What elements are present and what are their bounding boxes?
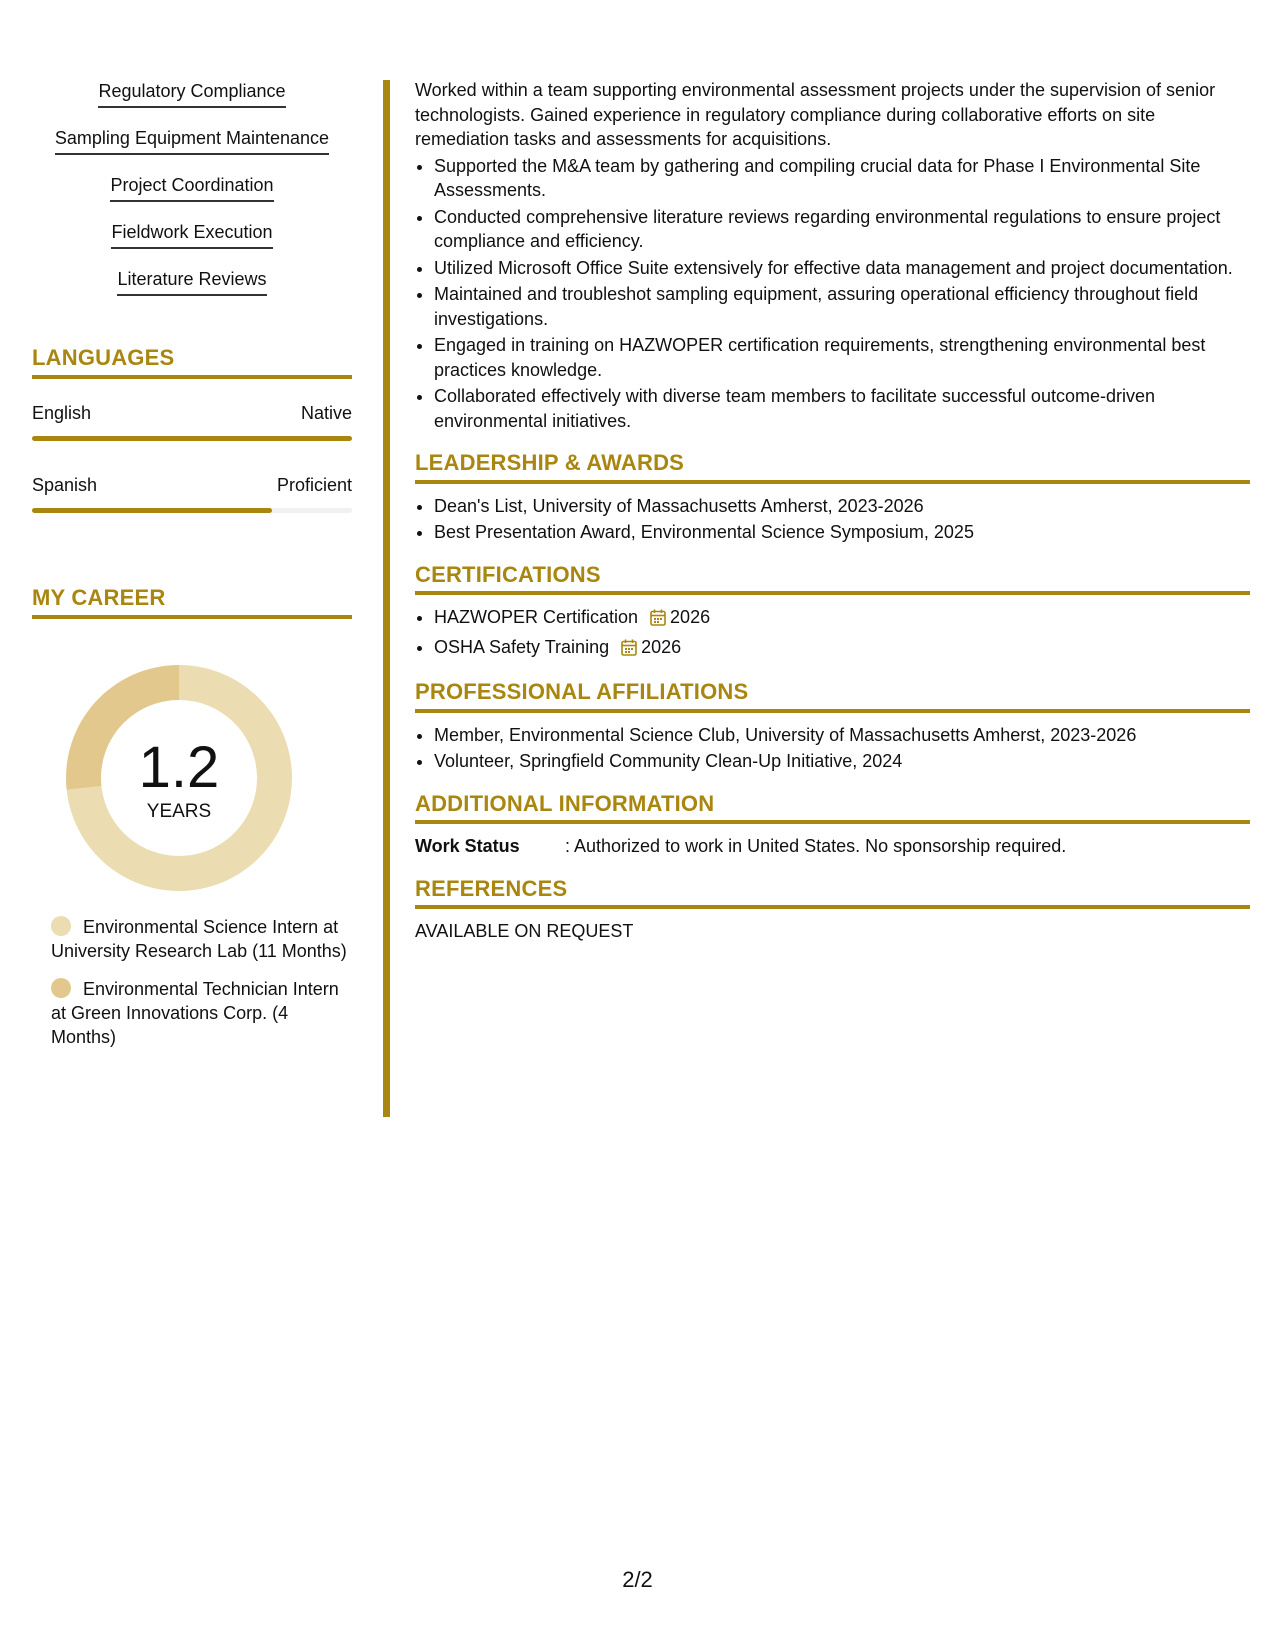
- skills-list: [32, 80, 352, 315]
- certification-name: HAZWOPER Certification: [434, 607, 639, 627]
- language-level: Native: [300, 403, 352, 423]
- experience-bullet: • Utilized Microsoft Office Suite extensively for effective data management and project documentation.: [434, 256, 1250, 281]
- skill-item: Fieldwork Execution: [111, 221, 272, 249]
- languages-section: [32, 345, 352, 513]
- certification-year: 2026: [641, 636, 682, 657]
- skill-item: Regulatory Compliance: [98, 80, 285, 108]
- career-title: MY CAREER: [32, 585, 352, 619]
- experience-bullets: [415, 154, 1250, 434]
- certification-item: [434, 635, 1250, 663]
- certifications-list: [415, 605, 1250, 662]
- leadership-title: LEADERSHIP & AWARDS: [415, 451, 1250, 484]
- work-status-value: : Authorized to work in United States. No sponsorship required.: [565, 836, 1067, 856]
- career-dot: [51, 978, 71, 998]
- references-section: [415, 877, 1250, 944]
- career-donut: [64, 663, 294, 893]
- leadership-list: [415, 494, 1250, 545]
- experience-bullet: • Maintained and troubleshot sampling equipment, assuring operational efficiency throughout field investigations.: [434, 282, 1250, 331]
- career-donut-center: [64, 663, 294, 893]
- language-bar-fill: [32, 508, 272, 513]
- career-legend: [32, 915, 352, 1049]
- language-name: Spanish: [32, 475, 98, 495]
- skill-item: Sampling Equipment Maintenance: [55, 127, 329, 155]
- experience-bullet: • Supported the M&A team by gathering and compiling crucial data for Phase I Environmental Site Assessments.: [434, 154, 1250, 203]
- certification-item: [434, 605, 1250, 633]
- references-title: REFERENCES: [415, 877, 1250, 910]
- affiliation-item: • Member, Environmental Science Club, University of Massachusetts Amherst, 2023-2026: [434, 723, 1250, 748]
- certification-year: 2026: [670, 607, 711, 627]
- language-name: English: [32, 403, 92, 423]
- career-total: 1.2: [138, 735, 220, 800]
- experience-bullet: • Conducted comprehensive literature reviews regarding environmental regulations to ensure project compliance and efficiency.: [434, 205, 1250, 254]
- skill-item: Literature Reviews: [117, 268, 266, 296]
- languages-title: LANGUAGES: [32, 345, 352, 379]
- career-dot: [51, 916, 71, 936]
- experience-bullet: • Collaborated effectively with diverse team members to facilitate successful outcome-driven environmental initiatives.: [434, 384, 1250, 433]
- certifications-section: [415, 563, 1250, 663]
- skill-item: Project Coordination: [110, 174, 273, 202]
- career-section: [32, 585, 352, 1049]
- career-legend-item: [32, 915, 352, 963]
- language-bar-fill: [32, 436, 352, 441]
- calendar-icon: [621, 638, 637, 663]
- affiliations-list: [415, 723, 1250, 774]
- language-bar: [32, 436, 352, 441]
- language-level: Proficient: [276, 475, 352, 495]
- career-legend-text: Environmental Technician Intern at Green Innovations Corp. (4 Months): [51, 979, 339, 1047]
- affiliations-section: [415, 680, 1250, 774]
- language-bar: [32, 508, 352, 513]
- language-row: [32, 475, 352, 496]
- column-divider: [383, 80, 390, 1117]
- certifications-title: CERTIFICATIONS: [415, 563, 1250, 596]
- sidebar: [32, 80, 352, 1049]
- certification-name: OSHA Safety Training: [434, 636, 610, 657]
- language-row: [32, 403, 352, 424]
- work-status-label: Work Status: [415, 836, 520, 856]
- calendar-icon: [650, 608, 666, 633]
- page-number: 2/2: [622, 1567, 653, 1592]
- additional-section: [415, 792, 1250, 859]
- additional-title: ADDITIONAL INFORMATION: [415, 792, 1250, 825]
- leadership-item: • Best Presentation Award, Environmental Science Symposium, 2025: [434, 520, 1250, 545]
- career-unit: YEARS: [146, 801, 212, 822]
- leadership-item: • Dean's List, University of Massachusetts Amherst, 2023-2026: [434, 494, 1250, 519]
- affiliations-title: PROFESSIONAL AFFILIATIONS: [415, 680, 1250, 713]
- leadership-section: [415, 451, 1250, 545]
- references-text: AVAILABLE ON REQUEST: [415, 921, 634, 941]
- affiliation-item: • Volunteer, Springfield Community Clean-Up Initiative, 2024: [434, 749, 1250, 774]
- main-content: [415, 78, 1250, 944]
- experience-bullet: • Engaged in training on HAZWOPER certification requirements, strengthening environmental best practices knowledge.: [434, 333, 1250, 382]
- work-status-row: [415, 834, 1250, 859]
- career-legend-item: [32, 977, 352, 1049]
- experience-summary: Worked within a team supporting environmental assessment projects under the supervision of senior technologists. Gained experience in regulatory compliance during collaborative efforts on site remediation tasks and assessments for acquisitions.: [415, 80, 1216, 149]
- career-legend-text: Environmental Science Intern at University Research Lab (11 Months): [51, 917, 347, 961]
